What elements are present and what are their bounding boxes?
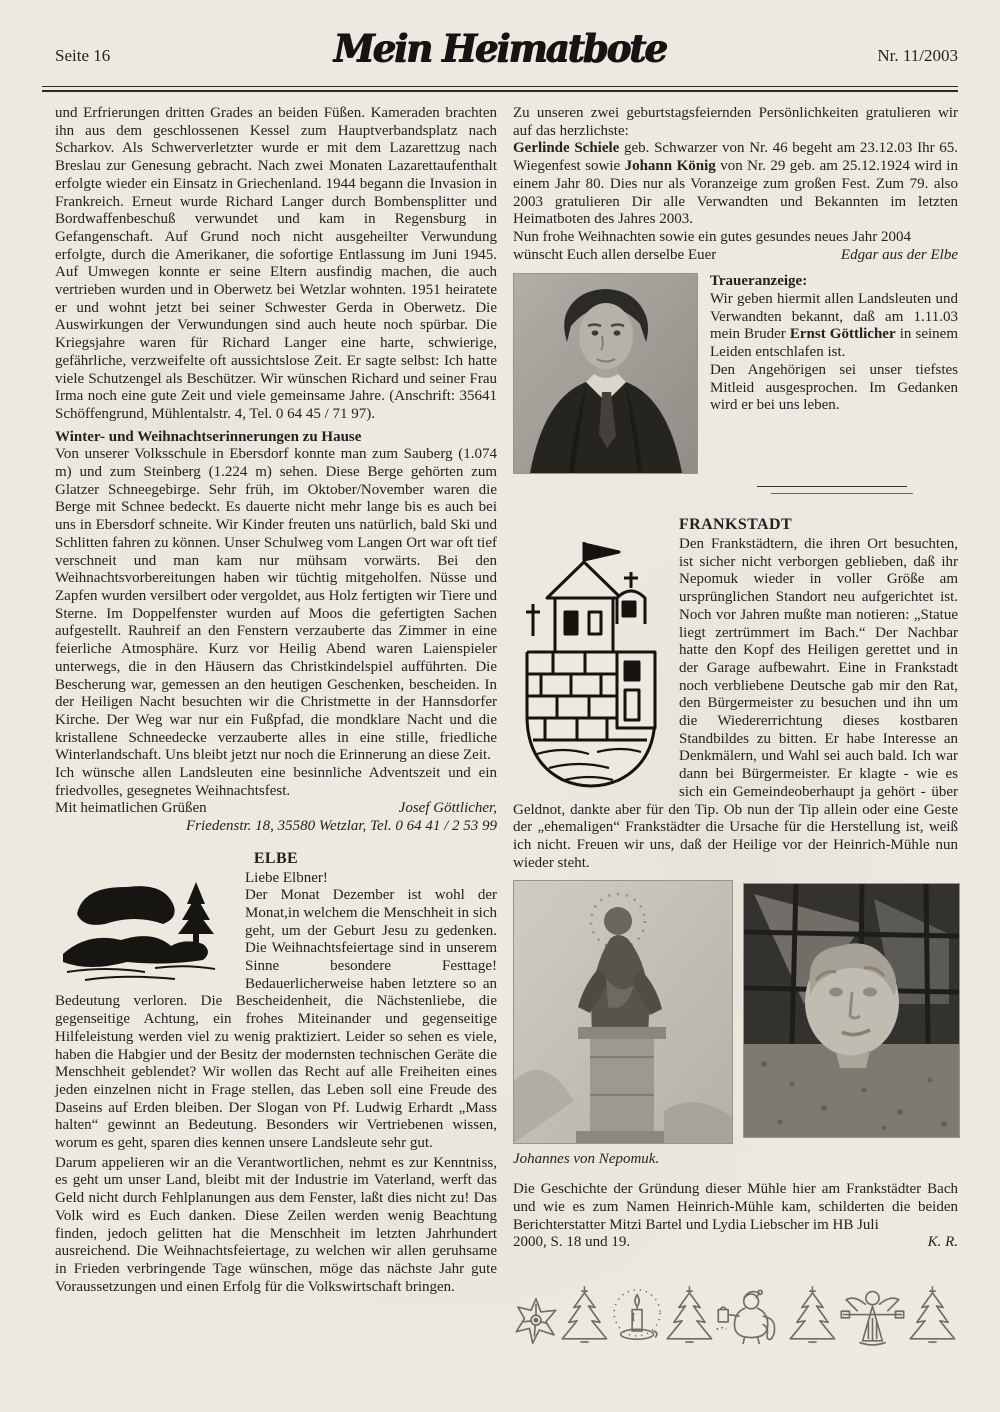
statue-photos-row	[513, 880, 958, 1144]
elbe-section-title: ELBE	[253, 849, 299, 867]
birthday-closing-line-1: Nun frohe Weihnachten sowie ein gutes gesundes neues Jahr 2004	[513, 228, 911, 245]
birthday-text-2: von Nr. 29 geb. am 25.12.1924 wird in einem Jahr 80. Dies nur als Voranzeige zum großen Fest. Zum 79. also 2003 gratulieren Dir alle Verwandten und Bekannten im letzten Heimatboten des Jahres 2003.	[513, 158, 958, 228]
frankstadt-crest-drawing	[513, 540, 665, 790]
stone-head-photo	[743, 880, 960, 1138]
birthday-signature: Edgar aus der Elbe	[840, 246, 958, 263]
birthday-closing-line-2	[513, 247, 958, 265]
richard-langer-story-paragraph: und Erfrierungen dritten Grades an beiden Füßen. Kameraden brachten ihn aus dem geschlossenen Kessel zum Hauptverbandsplatz nach Scharkov. Als Schwerverletzter wurde er mit dem Lazarettzug nach Breslau zur Genesung gebracht. Nach zwei Monaten Lazarettaufenthalt erfolgte wieder ein Einsatz in Griechenland. 1944 begann die Invasion in Frankreich. Erneut wurde Richard Langer durch Bombensplitter und Bordwaffenbeschuß verwundet und kam in Regensburg in Gefangenschaft. Auf Grund noch nicht ausgeheilter Verwundung erfolgte, durch die Amerikaner, die sofortige Entlassung im Juni 1945. Auf Umwegen konnte er seine Eltern ausfindig machen, die auch vertrieben wurden und in Oberwetz bei Wetzlar wohnten. 1951 heiratete er und wohnt jetzt bei seiner Schwester Gerda in Oberwetz. Die Auswirkungen der Verwundungen sind auch heute noch spürbar. Die Kriegsjahre waren für Richard Langer eine harte, schwierige, gefährliche, verzweifelte oft aussichtslose Zeit. Er sagte selbst: Ich hatte viele Schutzengel als Beschützer. Wir wünschen Richard und seiner Frau Irma noch eine gute Zeit und viele gemeinsame Jahre. (Anschrift: 35641 Schöffengrund, Mühlentalstr. 4, Tel. 0 64 45 / 71 97).	[55, 105, 497, 422]
obituary-text-2: in seinem Leiden entschlafen ist.	[710, 326, 958, 361]
obituary-separator-line-1	[757, 486, 907, 487]
left-column	[55, 105, 497, 1352]
birthday-intro-paragraph: Zu unseren zwei geburtstagsfeiernden Persönlichkeiten gratulieren wir auf das herzlichste:	[513, 105, 958, 139]
santa-icon	[715, 1282, 787, 1352]
issue-number-label: Nr. 11/2003	[877, 46, 958, 65]
obituary-block	[513, 273, 958, 472]
elbe-section-body	[55, 870, 497, 1297]
tree-icon	[664, 1278, 715, 1352]
birthday-name-1: Gerlinde Schiele	[513, 140, 620, 157]
birthday-name-2: Johann König	[624, 158, 716, 175]
editor-initials: K. R.	[927, 1234, 958, 1251]
obituary-paragraph-2: Den Angehörigen sei unser tiefstes Mitleid ausgesprochen. Im Gedanken wird er bei uns leben.	[710, 361, 958, 414]
birthday-closing-text: wünscht Euch allen derselbe Euer	[513, 246, 717, 263]
landscape-drawing	[55, 874, 233, 986]
tree-icon	[787, 1278, 838, 1352]
page-number-label: Seite 16	[55, 46, 111, 65]
angel-icon	[838, 1282, 907, 1352]
frankstadt-section-title: FRANKSTADT	[678, 516, 793, 534]
right-column	[513, 105, 958, 1352]
muehle-paragraph: Die Geschichte der Gründung dieser Mühle hier am Frankstädter Bach und wie es zum Namen Heinrich-Mühle kam, schilderten die beiden Berichterstatter Mitzi Bartel und Lydia Liebscher im HB Juli	[513, 1181, 958, 1233]
christmas-border	[513, 1270, 958, 1352]
obituary-separator-line-2	[771, 493, 913, 494]
winter-memories-paragraph: Von unserer Volksschule in Ebersdorf konnte man zum Sauberg (1.074 m) und zum Steinberg (1.224 m) sehen. Diese Berge gehörten zum Glatzer Schneegebirge. Sehr früh, im Oktober/November waren die Berge mit Schnee bedeckt. Es dauerte nicht mehr lange bis es auch bei uns in Ebersdorf schneite. Wir Kinder freuten uns natürlich, bald Ski und Schlitten fahren zu können. Unser Schulweg vom Langen Ort war oft tief verschneit und man kam nur mühsam vorwärts. Bei den Weihnachtsvorbereitungen haben wir tüchtig mitgeholfen. Nüsse und Zapfen wurden versilbert oder vergoldet, aus Holz fertigten wir Tiere und Sterne. Im Doppelfenster wurden auf Moos die gefertigten Sachen aufgestellt. Rauhreif an den Fenstern verzauberte das Zimmer in eine feierliche Atmosphäre. Kurz vor Heilig Abend waren Laienspieler unterwegs, die in den Häusern das Christkindelspiel aufführten. Die Bescherung war, gemessen an den heutigen Geschenken, bescheiden. In der Heiligen Nacht besuchten wir die Christmette in der Hannsdorfer Kirche. Der Weg war nur ein Fußpfad, die mondklare Nacht und die kristallene Schneedecke verzauberte alles in eine stille, friedliche Winterlandschaft. Uns bleibt jetzt nur noch die Erinnerung an diese Zeit.	[55, 446, 497, 764]
obituary-paragraph-1	[710, 291, 958, 362]
tree-icon	[907, 1278, 958, 1352]
obituary-text-1: Wir geben hiermit allen Landsleuten und Verwandten bekannt, daß am 1.11.03 mein Bruder	[710, 291, 958, 343]
elbe-paragraph-1: Der Monat Dezember ist wohl der Monat,in welchem die Menschheit in sich geht, um der Geburt Jesu zu gedenken. Die Weihnachtsfeiertage sind in unserem Sinne besondere Festtage! Bedauerlicherweise haben letztere so an Bedeutung verloren. Die Bescheidenheit, die Nächstenliebe, die gegenseitige Achtung, ein frohes Miteinander und gegenseitige Hilfeleistung werden viel zu wenig praktiziert. Leider so sehen es viele, haben die Habgier und der Besitz der modernsten technischen Geräte die Menschheit geblendet? Wir wollen das Recht auf alle Freiheiten eines jeden einzelnen nicht in Frage stellen, das Leben soll eine Freude des Daseins auf Erden bleiben. Der Slogan von Pf. Ludwig Erhardt „Mass halten“ gewinnt an Bedeutung. Besonders wir Vertriebenen wissen, worum es geht, sparen dies kennen unsere Landsleute sehr gut.	[55, 887, 497, 1152]
nepomuk-statue-photo	[513, 880, 733, 1144]
advent-wish-paragraph: Ich wünsche allen Landsleuten eine besinnliche Adventszeit und ein friedvolles, gesegnetes Weihnachtsfest.	[55, 765, 497, 799]
star-icon	[513, 1290, 559, 1352]
photo-caption: Johannes von Nepomuk.	[513, 1151, 660, 1168]
muehle-last-text: 2000, S. 18 und 19.	[513, 1234, 631, 1251]
header-divider-rule	[42, 86, 958, 92]
birthday-paragraph	[513, 140, 958, 229]
elbe-salutation: Liebe Elbner!	[245, 869, 328, 886]
obituary-title: Traueranzeige:	[710, 273, 808, 290]
obituary-text	[710, 273, 958, 472]
nepomuk-statue-icon	[513, 880, 733, 1144]
obituary-deceased-name: Ernst Göttlicher	[789, 326, 896, 343]
birthday-text-1: geb. Schwarzer von Nr. 46 begeht am 23.12.03 Ihr 65. Wiegenfest sowie	[513, 140, 958, 175]
greeting-text: Mit heimatlichen Grüßen	[55, 800, 207, 817]
trees-ink-drawing-icon	[55, 874, 233, 986]
masthead-title: Mein Heimatbote	[333, 25, 667, 71]
frankstadt-section-body	[513, 536, 958, 872]
tree-icon	[559, 1278, 610, 1352]
page-header	[0, 0, 1000, 92]
author-signature: Josef Göttlicher,	[398, 800, 497, 817]
elbe-paragraph-2: Darum appelieren wir an die Verantwortlichen, nehmt es zur Kenntniss, es geht um unser Land, bleibt mit der Industrie im Vaterland, werft das Geld nicht durch Fehlplanungen aus dem Fenster, laßt dies nicht zu! Das Volk wird es Euch danken. Diese Zeilen werden wenig Beachtung finden, jedoch gelitten hat die Menschheit im letzten Jahrhundert ausreichend. Die Weihnachtsfeiertage, zu welchen wir allen geruhsame in Frieden verbringende Tage wünschen, möge das nächste Jahr gute Voraussetzungen und einen Erfolg für die Volkswirtschaft bringen.	[55, 1154, 497, 1295]
portrait-photo	[513, 273, 696, 472]
muehle-last-line	[513, 1234, 958, 1252]
candle-icon	[610, 1282, 664, 1352]
frankstadt-paragraph: Den Frankstädtern, die ihren Ort besuchten, ist sicher nicht verborgen geblieben, daß ihr Nepomuk wieder in voller Größe am ursprünglichen Standort neu aufgerichtet ist. Noch vor Jahren mußte man notieren: „Statue liegt zertrümmert im Bach.“ Der Nachbar hatte den Kopf des Heiligen gerettet und in der Garage aufbewahrt. Eine in Frankstadt noch verbliebene Deutsche gab mir den Rat, den Bürgermeister zu besuchen und ihn um die Wiedererrichtung dieses kostbaren Standbildes zu bitten. Er habe Interesse an Denkmälern, und Wahl sei auch bald. Ich war dann bei Bürgermeister. Er klagte - wie es sich ein Gemeindeoberhaupt ja gehört - über Geldnot, dankte aber für den Tip. Ob nun der Tip allein oder eine Geste der „ehemaligen“ Frankstädter die Ursache für die Herstellung ist, weiß ich nicht. Freuen wir uns, daß der Heilige vor der Heinrich-Mühle nun wieder steht.	[513, 536, 958, 871]
young-man-portrait-icon	[513, 273, 698, 474]
author-address: Friedenstr. 18, 35580 Wetzlar, Tel. 0 64 41 / 2 53 99	[186, 818, 497, 835]
winter-memories-title: Winter- und Weihnachtserinnerungen zu Hause	[55, 428, 362, 445]
town-crest-icon	[513, 540, 665, 790]
stone-head-icon	[743, 883, 960, 1138]
greeting-line	[55, 800, 497, 818]
